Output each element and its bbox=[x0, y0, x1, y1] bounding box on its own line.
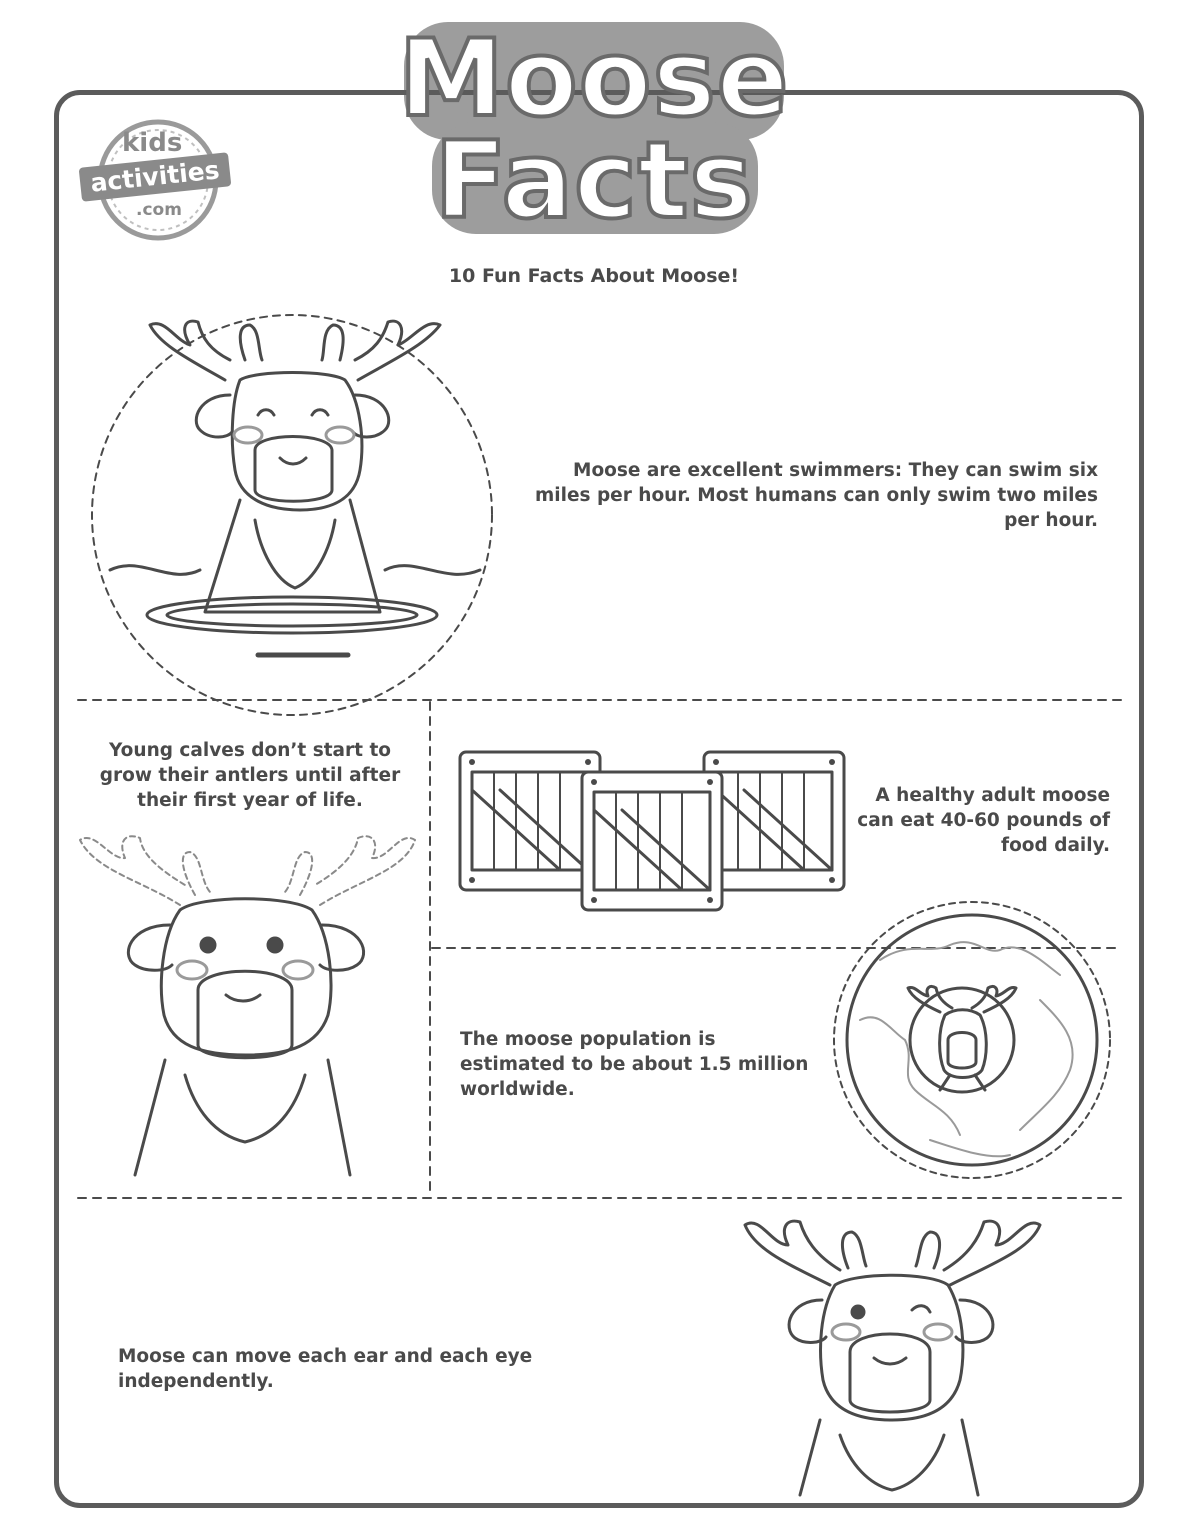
young-moose-icon bbox=[80, 836, 415, 1175]
title-line-2: Facts bbox=[434, 119, 754, 242]
fact-population: The moose population is estimated to be about 1.5 million worldwide. bbox=[460, 1029, 809, 1100]
swimming-moose-icon bbox=[92, 315, 492, 715]
crates-icon bbox=[460, 752, 844, 910]
fact-swimming: Moose are excellent swimmers: They can swim six miles per hour. Most humans can only swim two miles per hour. bbox=[534, 460, 1098, 531]
fact-ears-eyes: Moose can move each ear and each eye independently. bbox=[118, 1346, 533, 1392]
logo-com-text: .com bbox=[136, 200, 182, 220]
fact-food-daily: A healthy adult moose can eat 40-60 pounds of food daily. bbox=[857, 785, 1110, 856]
title-line-1: Moose bbox=[398, 17, 790, 140]
logo-kids-text: kids bbox=[122, 128, 183, 158]
winking-moose-icon bbox=[745, 1221, 1040, 1495]
logo-activities-text: activities bbox=[79, 152, 232, 201]
globe-moose-icon bbox=[834, 902, 1110, 1178]
subtitle: 10 Fun Facts About Moose! bbox=[448, 265, 740, 287]
fact-calves-antlers: Young calves don’t start to grow their antlers until after their first year of life. bbox=[99, 740, 401, 811]
